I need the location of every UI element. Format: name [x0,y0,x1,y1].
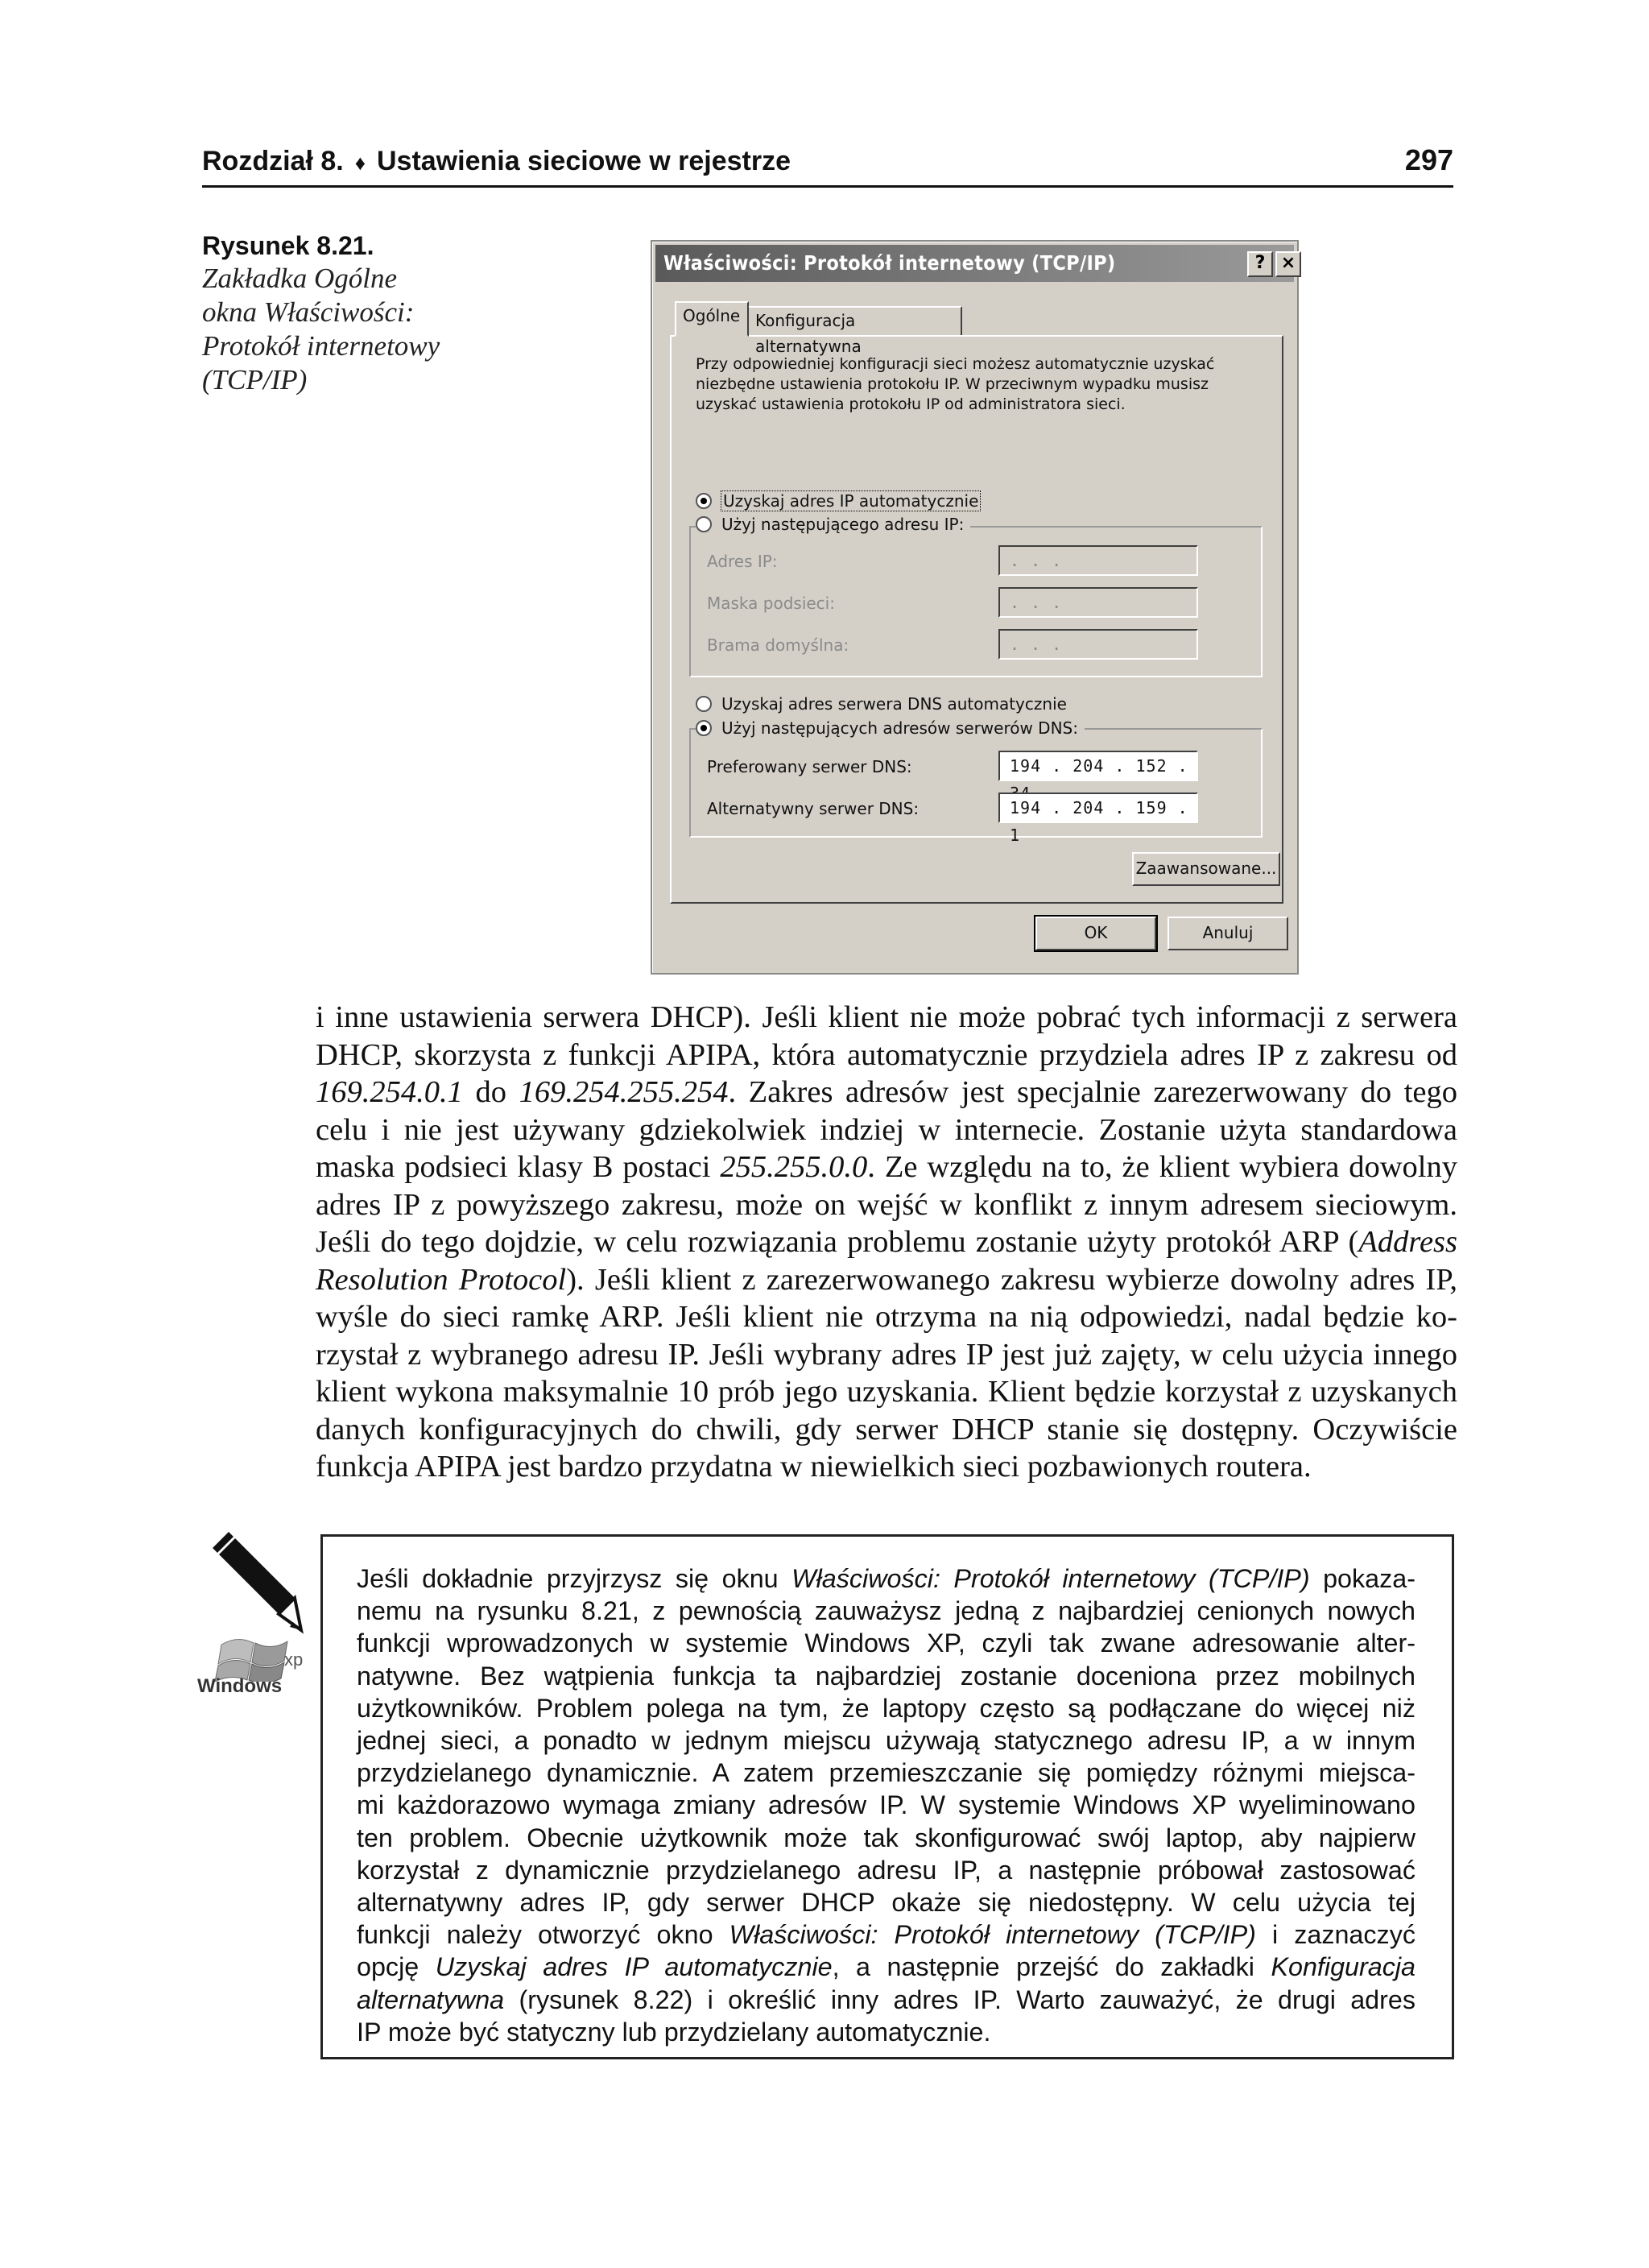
text-segment: , a następnie przejść do zakładki [832,1952,1271,1982]
italic-term: 255.255.0.0 [720,1150,868,1184]
text-line: korzystał z dynamicznie przydzielanego adresu IP, a następnie próbował zastosować [357,1855,1415,1885]
text-segment: ). Jeśli klient z zarezerwowanego zakresu wybierze dowolny adres IP, [566,1262,1458,1297]
italic-term: Resolution Protocol [316,1262,567,1297]
xp-wordmark: xp [284,1649,304,1670]
text-segment: opcję [357,1952,436,1982]
dns-manual-radio[interactable] [696,720,712,736]
intro-line: Przy odpowiedniej konfiguracji sieci możesz automatycznie uzyskać [696,355,1215,373]
text-line: alternatywny adres IP, gdy serwer DHCP okaże się niedostępny. W celu użycia tej [357,1888,1415,1918]
dns-server-group [689,728,1263,845]
general-tab-panel [670,335,1283,904]
close-button[interactable]: × [1275,251,1301,277]
dns-manual-option[interactable] [696,718,1085,738]
dns-manual-label: Użyj następujących adresów serwerów DNS: [721,718,1078,738]
italic-term: 169.254.0.1 [316,1075,463,1109]
ip-manual-radio[interactable] [696,516,712,532]
section-title: Ustawienia sieciowe w rejestrze [376,146,791,176]
caption-line: Zakładka Ogólne [202,263,398,294]
caption-line: okna Właściwości: [202,296,415,328]
dns-auto-radio[interactable] [696,696,712,712]
text-line: rzystał z wybranego adresu IP. Jeśli wybrany adres IP jest już zajęty, w celu użycia innego [316,1337,1457,1372]
text-line: i inne ustawienia serwera DHCP). Jeśli klient nie może pobrać tych informacji z serwera [316,1000,1457,1034]
text-line [316,1148,1457,1186]
text-line: adres IP z powyższego zakresu, może on wejść w konflikt z innym adresem sieciowym. [316,1187,1457,1222]
text-segment: funkcji należy otworzyć okno [357,1920,729,1950]
advanced-button[interactable]: Zaawansowane... [1132,852,1280,886]
tcpip-properties-dialog [651,240,1299,975]
figure-caption [202,230,468,397]
text-segment: . Zakres adresów jest specjalnie zarezerwowany do tego [728,1075,1458,1109]
pencil-note-icon [201,1530,306,1635]
text-segment: (rysunek 8.22) i określić inny adres IP. Warto zauważyć, że drugi adres [504,1984,1415,2014]
preferred-dns-input[interactable]: 194 . 204 . 152 . [998,751,1198,781]
text-segment: pokaza- [1309,1564,1415,1593]
text-line [357,1984,1415,2016]
italic-term: 169.254.255.254 [519,1075,729,1109]
dialog-title: Właściwości: Protokół internetowy (TCP/IP) [663,251,1116,275]
subnet-mask-label: Maska podsieci: [707,594,835,613]
dns-auto-label: Uzyskaj adres serwera DNS automatycznie [721,694,1067,714]
cancel-button[interactable]: Anuluj [1168,917,1288,950]
text-line: DHCP, skorzysta z funkcji APIPA, która automatycznie przydziela adres IP z zakresu od [316,1037,1457,1072]
text-segment: Jeśli do tego dojdzie, w celu rozwiązania problemu zostanie użyty protokół ARP ( [316,1225,1359,1259]
default-gateway-input[interactable]: . . . [998,629,1198,660]
italic-term: Address [1358,1225,1457,1259]
text-line: celu i nie jest używany gdziekolwiek indziej w internecie. Zostanie użyta standardowa [316,1112,1457,1147]
ip-manual-label: Użyj następującego adresu IP: [721,515,965,534]
text-line [316,1223,1457,1261]
text-line: natywne. Bez wątpienia funkcja ta najbardziej zostanie doceniona przez mobilnych [357,1661,1415,1691]
ip-address-group [689,526,1263,677]
ok-button[interactable]: OK [1035,917,1156,950]
dns-auto-option[interactable] [696,694,1067,714]
caption-line: (TCP/IP) [202,364,308,395]
text-line: nemu na rysunku 8.21, z pewnością zauważysz jedną z najbardziej cenionych nowych [357,1596,1415,1626]
dialog-titlebar[interactable] [655,245,1294,282]
figure-label: Rysunek 8.21. [202,231,374,260]
ip-address-label: Adres IP: [707,552,778,571]
tab-general[interactable]: Ogólne [675,301,749,337]
text-line [316,1074,1457,1111]
ip-manual-option[interactable] [696,515,970,534]
text-line [357,1918,1415,1951]
italic-term: Właściwości: Protokół internetowy (TCP/IP) [729,1920,1256,1950]
text-line: klient wykona maksymalnie 10 prób jego uzyskania. Klient będzie korzystał z uzyskanych [316,1375,1457,1409]
text-segment: do [462,1075,519,1109]
text-line: użytkowników. Problem polega na tym, że laptopy często są podłączane do więcej niż [357,1693,1415,1723]
text-line [357,1951,1415,1983]
text-line: przydzielanego dynamicznie. A zatem przemieszczanie się pomiędzy różnymi miejsca- [357,1758,1415,1788]
alternate-dns-label: Alternatywny serwer DNS: [707,799,920,818]
text-segment: maska podsieci klasy B postaci [316,1150,721,1184]
caption-line: Protokół internetowy [202,330,440,362]
text-line: ten problem. Obecnie użytkownik może tak skonfigurować swój laptop, aby najpierw [357,1823,1415,1852]
ip-auto-radio[interactable] [696,493,712,509]
italic-term: alternatywna [357,1984,505,2014]
text-line [357,1562,1415,1595]
text-segment: Jeśli dokładnie przyjrzysz się oknu [357,1564,792,1593]
italic-term: Konfiguracja [1271,1952,1416,1982]
windows-wordmark: Windows [197,1675,283,1697]
intro-text [696,354,1251,415]
italic-term: Uzyskaj adres IP automatycznie [435,1952,833,1982]
running-header-title [202,146,791,177]
subnet-mask-input[interactable]: . . . [998,587,1198,618]
default-gateway-label: Brama domyślna: [707,635,849,655]
text-line: danych konfiguracyjnych do chwili, gdy serwer DHCP stanie się dostępny. Oczywiście [316,1412,1457,1446]
body-paragraph [316,999,1457,1486]
text-line: IP może być statyczny lub przydzielany automatycznie. [357,2017,991,2047]
running-header [202,143,1453,188]
note-box [320,1534,1454,2059]
text-line: funkcja APIPA jest bardzo przydatna w niewielkich sieci pozbawionych routera. [316,1450,1312,1484]
chapter-label: Rozdział 8. [202,146,344,176]
text-segment: i zaznaczyć [1255,1920,1415,1950]
text-segment: . Ze względu na to, że klient wybiera dowolny [867,1150,1458,1184]
ip-address-input[interactable]: . . . [998,545,1198,576]
preferred-dns-label: Preferowany serwer DNS: [707,757,912,776]
text-line: wyśle do sieci ramkę ARP. Jeśli klient nie otrzyma na nią odpowiedzi, nadal będzie ko- [316,1300,1457,1334]
windows-xp-logo-icon [197,1633,310,1704]
tab-alternate-configuration[interactable]: Konfiguracja alternatywna [747,306,962,337]
ip-auto-option[interactable] [696,491,980,511]
intro-line: uzyskać ustawienia protokołu IP od administratora sieci. [696,395,1126,413]
note-text [357,1562,1415,2048]
page-number: 297 [1404,143,1453,176]
text-line: jednej sieci, a ponadto w jednym miejscu używają statycznego adresu IP, a w innym [357,1726,1415,1756]
ip-auto-label: Uzyskaj adres IP automatycznie [723,491,979,511]
italic-term: Właściwości: Protokół internetowy (TCP/IP) [791,1564,1310,1593]
diamond-separator: ♦ [354,151,366,175]
text-line: funkcji wprowadzonych w systemie Windows XP, czyli tak zwane adresowanie alter- [357,1629,1415,1658]
help-button[interactable]: ? [1247,251,1273,277]
figure-description [202,262,468,397]
text-line: mi każdorazowo wymaga zmiany adresów IP. W systemie Windows XP wyeliminowano [357,1790,1415,1820]
alternate-dns-input[interactable]: 194 . 204 . 159 . 1 [998,793,1198,823]
text-line [316,1261,1457,1299]
intro-line: niezbędne ustawienia protokołu IP. W przeciwnym wypadku musisz [696,375,1209,393]
